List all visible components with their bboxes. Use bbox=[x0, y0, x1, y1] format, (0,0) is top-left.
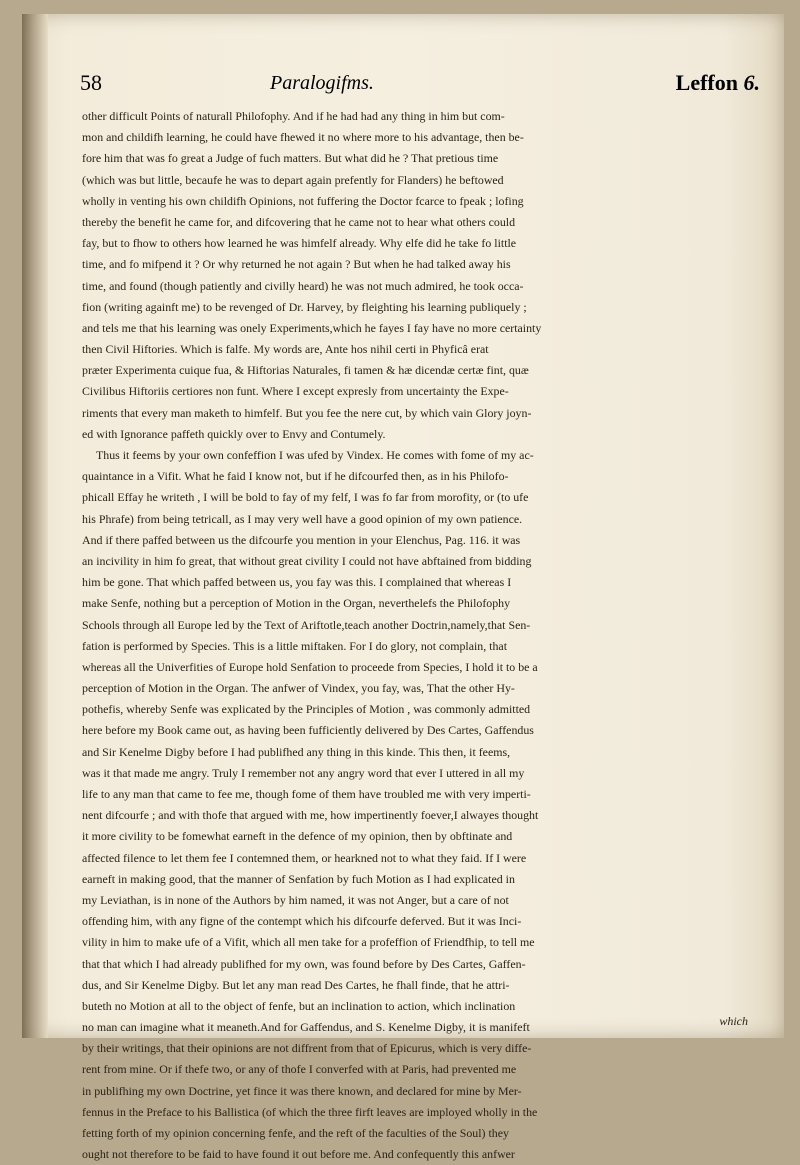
text-line: fore him that was fo great a Judge of fuch matters. But what did he ? That pretious time bbox=[82, 151, 499, 166]
text-line: was it that made me angry. Truly I remember not any angry word that ever I uttered in all my bbox=[82, 765, 525, 780]
text-line: then Civil Hiftories. Which is falfe. My words are, Ante hos nihil certi in Phyficâ erat bbox=[82, 342, 489, 357]
text-line: here before my Book came out, as having been fufficiently delivered by Des Cartes, Gaffendus bbox=[82, 723, 534, 738]
text-line: his Phrafe) from being tetricall, as I may very well have a good opinion of my own patience. bbox=[82, 511, 523, 526]
text-line: quaintance in a Vifit. What he faid I know not, but if he difcourfed then, as in his Philofo- bbox=[82, 469, 509, 484]
catchword: which bbox=[719, 1014, 748, 1028]
text-line: life to any man that came to fee me, though fome of them have troubled me with very imperti- bbox=[82, 787, 531, 801]
lesson-label: Leffon bbox=[675, 70, 738, 95]
book-page bbox=[22, 14, 784, 1162]
text-line: ed with Ignorance paffeth quickly over to Envy and Contumely. bbox=[82, 426, 386, 441]
text-line: wholly in venting his own childifh Opinions, not fuffering the Doctor fcarce to fpeak ; lofing bbox=[82, 193, 524, 208]
text-line: in publifhing my own Doctrine, yet fince it was there known, and declared for mine by Mer- bbox=[82, 1083, 522, 1098]
text-line: by their writings, that their opinions are not diffrent from that of Epicurus, which is very diffe- bbox=[82, 1041, 532, 1056]
text-line: thereby the benefit he came for, and difcovering that he came not to hear what others could bbox=[82, 214, 516, 229]
text-line: rent from mine. Or if thefe two, or any of thofe I converfed with at Paris, had prevented me bbox=[82, 1062, 517, 1077]
text-line: And if there paffed between us the difcourfe you mention in your Elenchus, Pag. 116. it was bbox=[82, 532, 521, 547]
lesson-number: 6. bbox=[743, 70, 760, 95]
text-line: Thus it feems by your own confeffion I was ufed by Vindex. He comes with fome of my ac- bbox=[96, 448, 534, 462]
text-line: mon and childifh learning, he could have fhewed it no where more to his advantage, then be- bbox=[82, 130, 524, 145]
text-line: an incivility in him fo great, that without great civility I could not have abftained from bidding bbox=[82, 553, 532, 568]
body-text bbox=[82, 106, 754, 1165]
text-line: time, and found (though patiently and civilly heard) he was not much admired, he took occa- bbox=[82, 278, 524, 293]
text-line: earneft in making good, that the manner of Senfation by fuch Motion as I had explicated in bbox=[82, 871, 515, 886]
text-line: my Leviathan, is in none of the Authors by him named, it was not Anger, but a care of not bbox=[82, 892, 509, 907]
text-line: offending him, with any figne of the contempt which his difcourfe deferved. But it was Inci- bbox=[82, 914, 522, 929]
text-line: Civilibus Hiftoriis certiores non funt. Where I except expresly from uncertainty the Expe- bbox=[82, 384, 509, 399]
text-line: Schools through all Europe led by the Text of Ariftotle,teach another Doctrin,namely,that Sen- bbox=[82, 617, 531, 632]
text-line: fennus in the Preface to his Ballistica (of which the three firft leaves are imployed wholly in the bbox=[82, 1104, 538, 1119]
page-number: 58 bbox=[80, 70, 102, 95]
text-line: affected filence to let them fee I contemned them, or hearkned not to what they faid. If I were bbox=[82, 850, 527, 865]
text-line: dus, and Sir Kenelme Digby. But let any man read Des Cartes, he fhall finde, that he attri- bbox=[82, 977, 510, 992]
text-line: fion (writing againft me) to be revenged of Dr. Harvey, by fleighting his learning publiquely ; bbox=[82, 299, 527, 314]
text-line: that that which I had already publifhed for my own, was found before by Des Cartes, Gaffen- bbox=[82, 956, 526, 971]
text-line: other difficult Points of naturall Philofophy. And if he had had any thing in him but com- bbox=[82, 109, 505, 123]
text-line: nent difcourfe ; and with thofe that argued with me, how impertinently foever,I alwayes thought bbox=[82, 808, 539, 823]
lesson-heading bbox=[676, 70, 760, 96]
text-line: pothefis, whereby Senfe was explicated by the Principles of Motion , was commonly admitted bbox=[82, 702, 531, 717]
text-line: him be gone. That which paffed between us, you fay was this. I complained that whereas I bbox=[82, 575, 512, 590]
text-line: riments that every man maketh to himfelf. But you fee the nere cut, by which vain Glory joyn- bbox=[82, 405, 532, 420]
page-header bbox=[80, 70, 760, 104]
text-line: time, and fo mifpend it ? Or why returned he not again ? But when he had talked away his bbox=[82, 257, 511, 272]
text-line: fation is performed by Species. This is a little miftaken. For I do glory, not complain, that bbox=[82, 638, 508, 653]
text-line: buteth no Motion at all to the object of fenfe, but an inclination to action, which inclination bbox=[82, 998, 516, 1013]
running-title: Paralogifms. bbox=[270, 72, 374, 94]
text-line: fetting forth of my opinion concerning fenfe, and the reft of the faculties of the Soul) they bbox=[82, 1126, 509, 1140]
text-line: ought not therefore to be faid to have found it out before me. And confequently this anfwer bbox=[82, 1147, 515, 1162]
text-line: fay, but to fhow to others how learned he was himfelf already. Why elfe did he take fo little bbox=[82, 236, 517, 251]
text-line: vility in him to make ufe of a Vifit, which all men take for a profeffion of Friendfhip, to tell me bbox=[82, 935, 535, 950]
text-line: no man can imagine what it meaneth.And for Gaffendus, and S. Kenelme Digby, it is manifeft bbox=[82, 1020, 530, 1035]
text-line: perception of Motion in the Organ. The anfwer of Vindex, you fay, was, That the other Hy- bbox=[82, 681, 515, 696]
text-line: it more civility to be fomewhat earneft in the defence of my opinion, then by obftinate and bbox=[82, 829, 513, 844]
text-line: præter Experimenta cuique fua, & Hiftorias Naturales, fi tamen & hæ dicendæ certæ fint, quæ bbox=[82, 363, 529, 378]
text-line: whereas all the Univerfities of Europe hold Senfation to proceede from Species, I hold it to be a bbox=[82, 659, 538, 674]
text-line: phicall Effay he writeth , I will be bold to fay of my felf, I was fo far from morofity, or (to ufe bbox=[82, 490, 529, 505]
text-line: (which was but little, becaufe he was to depart again prefently for Flanders) he beftowed bbox=[82, 172, 504, 187]
page-spine-shadow bbox=[22, 14, 48, 1038]
text-line: make Senfe, nothing but a perception of Motion in the Organ, neverthelefs the Philofophy bbox=[82, 596, 511, 611]
text-line: and tels me that his learning was onely Experiments,which he fayes I fay have no more certainty bbox=[82, 320, 542, 335]
text-line: and Sir Kenelme Digby before I had publifhed any thing in this kinde. This then, it feems, bbox=[82, 744, 511, 759]
